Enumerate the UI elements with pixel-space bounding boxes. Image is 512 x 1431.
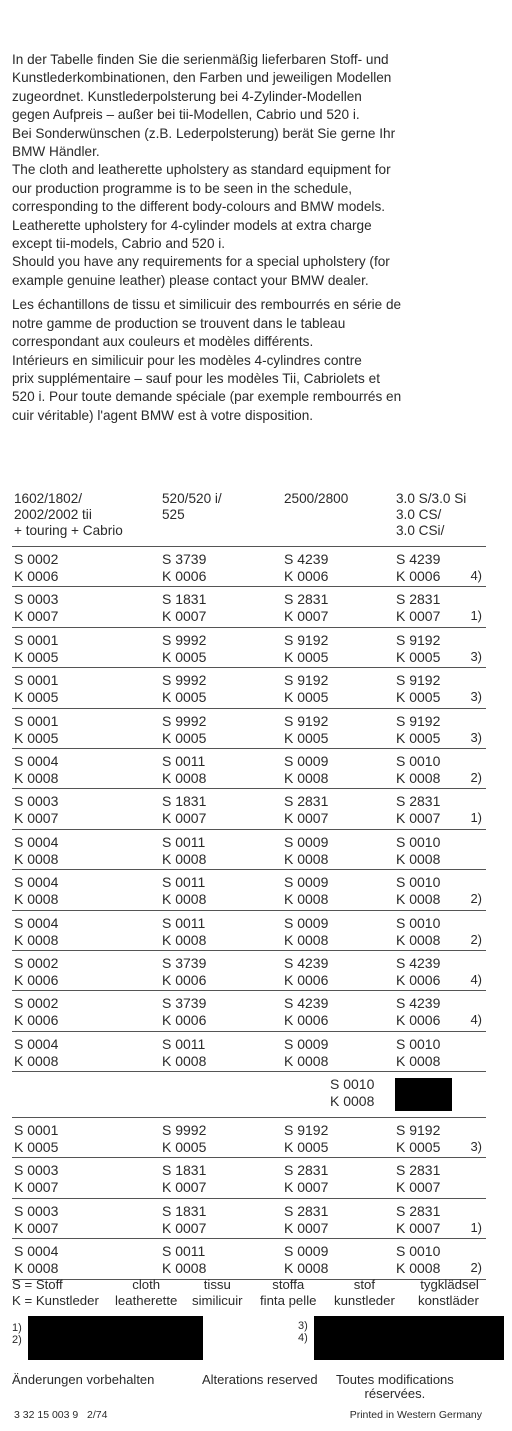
legend-term: leatherette — [115, 1292, 178, 1308]
table-cell: S 2831 K 0007 — [284, 1162, 329, 1196]
table-row — [12, 587, 486, 627]
table-row — [12, 547, 486, 587]
legend-term: stoffa — [272, 1277, 305, 1292]
legend-term: konstläder — [418, 1292, 479, 1308]
redacted-footnote-left — [28, 1316, 203, 1360]
table-row — [12, 789, 486, 829]
upholstery-table — [12, 489, 486, 1280]
table-cell: S 0001 K 0005 — [14, 712, 59, 746]
table-cell: S 9992 K 0005 — [162, 1122, 207, 1156]
alterations-english: Alterations reserved — [202, 1372, 318, 1387]
footnote-ref: 4) — [470, 568, 482, 583]
legend-term: kunstleder — [334, 1292, 395, 1308]
table-cell: S 2831 K 0007 — [396, 1162, 441, 1196]
table-cell: S 3739 K 0006 — [162, 551, 207, 584]
intro-line: In der Tabelle finden Sie die serienmäßig lieferbaren Stoff- und — [12, 52, 389, 67]
table-cell: S 0003 K 0007 — [14, 1202, 59, 1236]
legend-english — [115, 1277, 177, 1308]
table-cell: S 9992 K 0005 — [162, 712, 207, 746]
table-row — [12, 1032, 486, 1072]
footnote-ref: 3) — [470, 729, 482, 745]
alterations-german: Änderungen vorbehalten — [12, 1372, 155, 1387]
table-cell: S 9192 K 0005 — [396, 672, 441, 706]
footnote-ref: 3) — [470, 689, 482, 705]
intro-line: Les échantillons de tissu et similicuir des rembourrés en série de — [12, 297, 402, 313]
table-cell: S 0011 K 0008 — [162, 833, 207, 867]
table-cell: S 0009 K 0008 — [284, 1035, 329, 1069]
header-cell-2500: 2500/2800 — [284, 491, 349, 506]
footnote-ref: 2) — [470, 891, 482, 907]
footnote-ref: 2) — [470, 769, 482, 785]
table-row — [12, 1239, 486, 1279]
table-cell: S 1831 K 0007 — [162, 793, 207, 827]
table-cell: S 4239 K 0006 — [396, 995, 441, 1029]
intro-line: Should you have any requirements for a special upholstery (for — [12, 254, 390, 270]
footnote-ref: 4) — [470, 1012, 482, 1028]
table-cell: S 0009 K 0008 — [284, 914, 329, 948]
table-row — [12, 709, 486, 749]
table-cell: S 0009 K 0008 — [284, 752, 329, 786]
table-cell: S 0004 K 0008 — [14, 752, 59, 786]
intro-line: Intérieurs en similicuir pour les modèles 4-cylindres contre — [12, 352, 362, 368]
table-row — [12, 749, 486, 789]
table-cell: S 0004 K 0008 — [14, 833, 59, 867]
intro-line: notre gamme de production se trouvent dans le tableau — [12, 315, 346, 331]
legend-term: stof — [353, 1277, 376, 1292]
redacted-swatch — [395, 1078, 452, 1111]
table-row — [12, 1158, 486, 1198]
table-cell: S 2831 K 0007 — [284, 591, 329, 625]
table-cell: S 0004 K 0008 — [14, 1243, 59, 1277]
intro-line: prix supplémentaire – sauf pour les modèles Tii, Cabriolets et — [12, 370, 380, 386]
intro-line: correspondant aux couleurs et modèles différents. — [12, 334, 314, 350]
table-cell: S 0010 K 0008 — [396, 1243, 441, 1277]
printed-in: Printed in Western Germany — [349, 1409, 482, 1421]
intro-line: cuir véritable) l'agent BMW est à votre disposition. — [12, 407, 314, 423]
table-cell: S 0002 K 0006 — [14, 995, 59, 1029]
footnote-ref: 2) — [470, 1260, 482, 1276]
legend-term: similicuir — [192, 1292, 243, 1308]
table-cell: S 3739 K 0006 — [162, 954, 207, 988]
table-cell: S 1831 K 0007 — [162, 1162, 207, 1196]
table-row — [12, 830, 486, 870]
alterations-french: Toutes modifications réservées. — [336, 1372, 454, 1401]
table-cell: S 0003 K 0007 — [14, 793, 59, 827]
legend-term: tygklädsel — [420, 1277, 479, 1292]
legend-term: tissu — [203, 1277, 231, 1292]
intro-english — [12, 161, 504, 290]
table-cell: S 1831 K 0007 — [162, 1202, 207, 1236]
intro-line: our production programme is to be seen in the schedule, — [12, 180, 353, 196]
table-body-top — [12, 547, 486, 1072]
table-header — [12, 489, 486, 547]
table-cell: S 2831 K 0007 — [396, 1202, 441, 1236]
legend-k: K = Kunstleder — [12, 1292, 99, 1308]
footnote-ref: 2) — [470, 931, 482, 947]
table-cell: S 2831 K 0007 — [284, 1202, 329, 1236]
table-cell: S 0010 K 0008 — [396, 1035, 441, 1069]
intro-line: example genuine leather) please contact your BMW dealer. — [12, 272, 369, 288]
table-cell: S 0011 K 0008 — [162, 752, 207, 786]
special-row — [12, 1072, 486, 1118]
table-cell: S 0009 K 0008 — [284, 833, 329, 867]
footnote-ref: 4) — [470, 971, 482, 987]
special-cell: S 0010 K 0008 — [330, 1076, 375, 1110]
table-cell: S 9192 K 0005 — [284, 672, 329, 706]
table-row — [12, 991, 486, 1031]
table-cell: S 9192 K 0005 — [396, 712, 441, 746]
table-cell: S 2831 K 0007 — [396, 793, 441, 827]
legend — [12, 1277, 504, 1311]
table-cell: S 9192 K 0005 — [284, 712, 329, 746]
legend-italian — [260, 1277, 316, 1308]
legend-s: S = Stoff — [12, 1277, 63, 1292]
intro-line: corresponding to the different body-colours and BMW models. — [12, 199, 386, 215]
table-body-bottom — [12, 1118, 486, 1280]
intro-french — [12, 296, 504, 425]
legend-term: finta pelle — [260, 1292, 317, 1308]
table-cell: S 0011 K 0008 — [162, 1035, 207, 1069]
table-cell: S 0002 K 0006 — [14, 954, 59, 988]
table-cell: S 0003 K 0007 — [14, 1162, 59, 1196]
table-cell: S 0010 K 0008 — [396, 833, 441, 867]
table-cell: S 0010 K 0008 — [396, 914, 441, 948]
legend-dutch — [334, 1277, 395, 1308]
footnote-ref: 1) — [470, 1219, 482, 1235]
footnote-labels-right: 3) 4) — [298, 1320, 308, 1344]
table-cell: S 0004 K 0008 — [14, 914, 59, 948]
intro-line: Kunstlederkombinationen, den Farben und jeweiligen Modellen — [12, 70, 392, 86]
table-cell: S 9192 K 0005 — [284, 631, 329, 665]
table-cell: S 3739 K 0006 — [162, 995, 207, 1029]
alterations-notice — [12, 1373, 504, 1403]
footnote-ref: 1) — [470, 810, 482, 826]
table-cell: S 0004 K 0008 — [14, 874, 59, 908]
table-cell: S 4239 K 0006 — [396, 551, 441, 584]
table-row — [12, 951, 486, 991]
table-cell: S 0009 K 0008 — [284, 1243, 329, 1277]
intro-line: 520 i. Pour toute demande spéciale (par exemple rembourrés en — [12, 389, 402, 405]
intro-german — [12, 51, 504, 161]
table-cell: S 0001 K 0005 — [14, 672, 59, 706]
intro-line: gegen Aufpreis – außer bei tii-Modellen, Cabrio und 520 i. — [12, 107, 360, 123]
table-cell: S 1831 K 0007 — [162, 591, 207, 625]
table-cell: S 2831 K 0007 — [284, 793, 329, 827]
footnote-labels-left: 1) 2) — [12, 1322, 22, 1346]
table-cell: S 4239 K 0006 — [284, 995, 329, 1029]
table-cell: S 4239 K 0006 — [284, 551, 329, 584]
intro-line: Bei Sonderwünschen (z.B. Lederpolsterung) berät Sie gerne Ihr — [12, 125, 396, 141]
part-number: 3 32 15 003 9 2/74 — [14, 1409, 108, 1421]
footnote-ref: 3) — [470, 1139, 482, 1155]
intro-line: Leatherette upholstery for 4-cylinder models at extra charge — [12, 217, 372, 233]
table-cell: S 0002 K 0006 — [14, 551, 59, 584]
table-cell: S 4239 K 0006 — [396, 954, 441, 988]
legend-key — [12, 1277, 99, 1308]
table-row — [12, 911, 486, 951]
header-cell-4cyl: 1602/1802/ 2002/2002 tii + touring + Cabrio — [14, 491, 123, 538]
table-cell: S 0001 K 0005 — [14, 631, 59, 665]
table-cell: S 9992 K 0005 — [162, 672, 207, 706]
footnote-ref: 3) — [470, 648, 482, 664]
legend-swedish — [418, 1277, 479, 1308]
intro-line: except tii-models, Cabrio and 520 i. — [12, 236, 226, 252]
table-row — [12, 1118, 486, 1158]
intro-line: zugeordnet. Kunstlederpolsterung bei 4-Zylinder-Modellen — [12, 88, 362, 104]
intro-line: The cloth and leatherette upholstery as standard equipment for — [12, 162, 391, 178]
table-row — [12, 668, 486, 708]
intro-text — [12, 51, 504, 425]
table-cell: S 0001 K 0005 — [14, 1122, 59, 1156]
table-cell: S 0010 K 0008 — [396, 874, 441, 908]
legend-term: cloth — [132, 1277, 161, 1292]
footnotes — [12, 1316, 504, 1366]
table-row — [12, 628, 486, 668]
header-cell-520: 520/520 i/ 525 — [162, 491, 222, 522]
intro-line: BMW Händler. — [12, 144, 100, 160]
legend-french — [192, 1277, 243, 1308]
table-cell: S 4239 K 0006 — [284, 954, 329, 988]
table-cell: S 9192 K 0005 — [396, 631, 441, 665]
table-cell: S 2831 K 0007 — [396, 591, 441, 625]
table-cell: S 0010 K 0008 — [396, 752, 441, 786]
table-cell: S 0004 K 0008 — [14, 1035, 59, 1069]
table-row — [12, 1199, 486, 1239]
table-cell: S 0011 K 0008 — [162, 1243, 207, 1277]
footnote-ref: 1) — [470, 608, 482, 624]
table-cell: S 9992 K 0005 — [162, 631, 207, 665]
table-cell: S 0011 K 0008 — [162, 874, 207, 908]
table-cell: S 0011 K 0008 — [162, 914, 207, 948]
table-cell: S 9192 K 0005 — [396, 1122, 441, 1156]
table-cell: S 0009 K 0008 — [284, 874, 329, 908]
table-row — [12, 870, 486, 910]
table-cell: S 9192 K 0005 — [284, 1122, 329, 1156]
redacted-footnote-right — [314, 1316, 504, 1360]
header-cell-30: 3.0 S/3.0 Si 3.0 CS/ 3.0 CSi/ — [396, 491, 467, 538]
table-cell: S 0003 K 0007 — [14, 591, 59, 625]
